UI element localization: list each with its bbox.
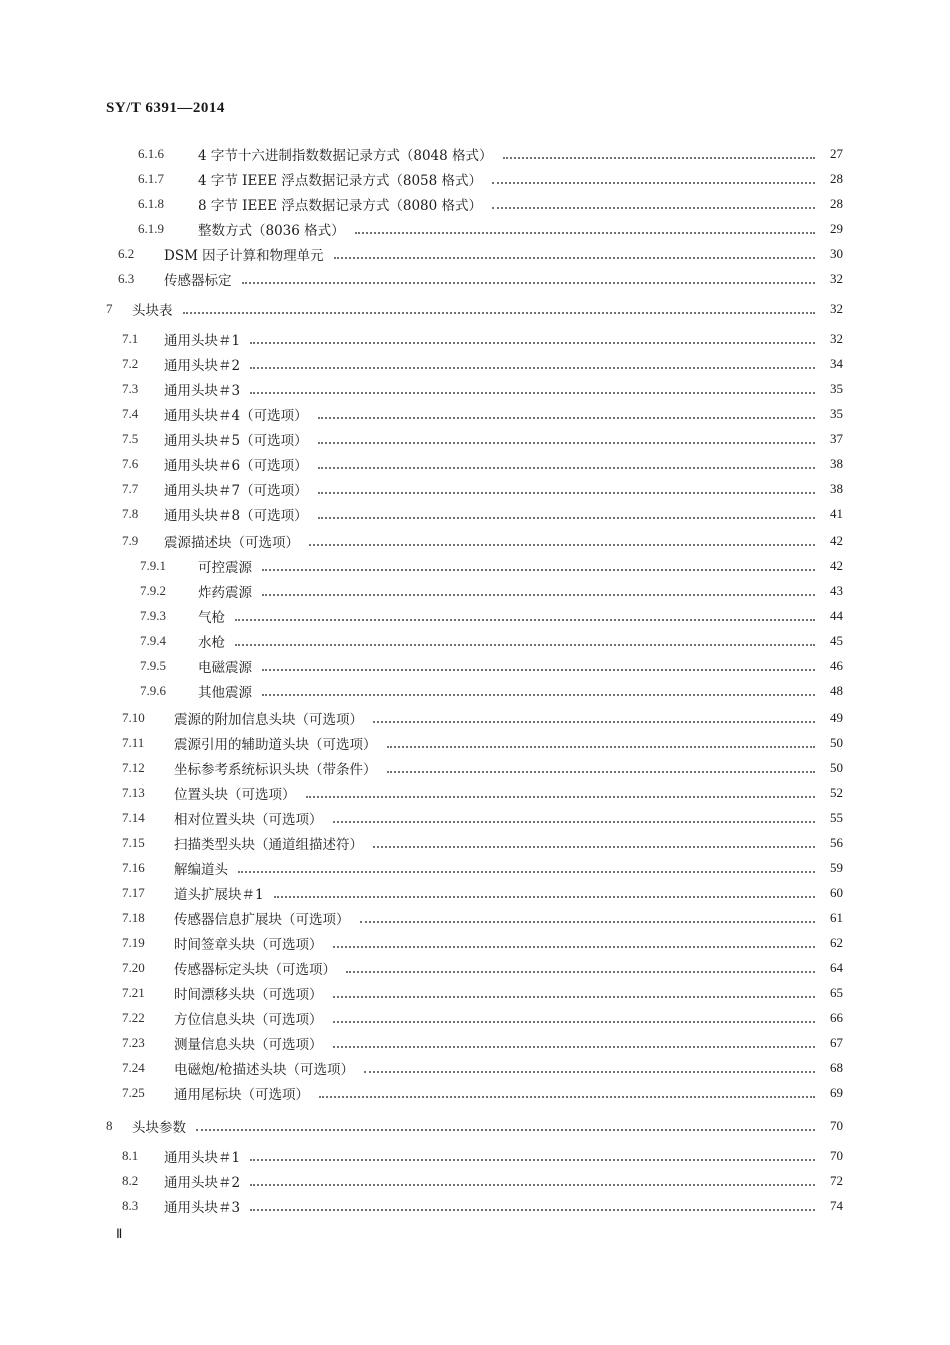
toc-entry[interactable] — [122, 1007, 843, 1029]
toc-entry[interactable] — [118, 243, 843, 265]
toc-entry-page: 43 — [830, 583, 843, 598]
toc-entry-number: 7.16 — [122, 860, 145, 875]
dot-leader — [274, 895, 815, 898]
toc-entry-title: 通用头块＃8（可选项） — [164, 508, 308, 524]
toc-entry-page: 48 — [830, 683, 843, 698]
toc-entry-number: 7.13 — [122, 785, 145, 800]
toc-entry-number: 8 — [106, 1118, 113, 1133]
dot-leader — [333, 820, 816, 823]
toc-entry-number: 7.1 — [122, 331, 139, 346]
toc-entry[interactable] — [122, 832, 843, 854]
toc-entry-page: 32 — [830, 271, 843, 286]
toc-entry[interactable] — [138, 218, 843, 240]
dot-leader — [364, 1070, 815, 1073]
toc-entry[interactable] — [122, 707, 843, 729]
toc-entry-page: 32 — [830, 301, 843, 316]
toc-entry-title: 测量信息头块（可选项） — [174, 1037, 323, 1053]
toc-entry-title: 整数方式（8036 格式） — [198, 223, 345, 239]
toc-entry-number: 7.24 — [122, 1060, 145, 1075]
toc-entry-title: 4 字节 IEEE 浮点数据记录方式（8058 格式） — [198, 173, 483, 189]
toc-entry-page: 69 — [830, 1085, 843, 1100]
dot-leader — [250, 1158, 815, 1161]
toc-entry-title: 头块参数 — [132, 1120, 186, 1136]
toc-entry-title: 其他震源 — [198, 685, 252, 701]
toc-entry-number: 7 — [106, 301, 113, 316]
dot-leader — [250, 1183, 815, 1186]
toc-entry-page: 35 — [830, 381, 843, 396]
dot-leader — [318, 466, 815, 469]
toc-entry[interactable] — [140, 630, 843, 652]
toc-entry-title: 传感器信息扩展块（可选项） — [174, 912, 350, 928]
toc-entry-number: 7.19 — [122, 935, 145, 950]
toc-entry-title: 震源的附加信息头块（可选项） — [174, 712, 363, 728]
toc-entry-title: 通用头块＃3 — [164, 383, 241, 399]
toc-entry-title: 头块表 — [132, 303, 173, 319]
toc-entry-number: 8.2 — [122, 1173, 139, 1188]
dot-leader — [318, 491, 815, 494]
toc-entry-number: 7.12 — [122, 760, 145, 775]
toc-entry-number: 7.20 — [122, 960, 145, 975]
toc-entry[interactable] — [122, 732, 843, 754]
toc-entry-page: 50 — [830, 735, 843, 750]
toc-entry-title: 传感器标定头块（可选项） — [174, 962, 336, 978]
toc-entry-title: 通用头块＃3 — [164, 1200, 241, 1216]
toc-entry-number: 6.3 — [118, 271, 135, 286]
toc-entry-number: 7.9.3 — [140, 608, 166, 623]
toc-entry-number: 6.1.7 — [138, 171, 164, 186]
toc-entry-title: 通用头块＃4（可选项） — [164, 408, 308, 424]
dot-leader — [333, 1020, 816, 1023]
toc-entry-page: 59 — [830, 860, 843, 875]
toc-entry-number: 6.1.6 — [138, 146, 164, 161]
dot-leader — [373, 720, 815, 723]
toc-entry-page: 60 — [830, 885, 843, 900]
toc-entry-title: 通用头块＃5（可选项） — [164, 433, 308, 449]
toc-entry-number: 7.9.4 — [140, 633, 166, 648]
dot-leader — [503, 156, 815, 159]
toc-entry-number: 7.7 — [122, 481, 139, 496]
toc-entry[interactable] — [122, 403, 843, 425]
toc-entry-page: 67 — [830, 1035, 843, 1050]
toc-entry-title: 可控震源 — [198, 560, 252, 576]
toc-entry[interactable] — [122, 530, 843, 552]
toc-entry-number: 8.1 — [122, 1148, 139, 1163]
toc-entry-title: 通用头块＃6（可选项） — [164, 458, 308, 474]
toc-entry-title: 道头扩展块＃1 — [174, 887, 264, 903]
toc-entry-page: 46 — [830, 658, 843, 673]
dot-leader — [333, 995, 816, 998]
dot-leader — [333, 945, 816, 948]
dot-leader — [183, 311, 816, 314]
toc-entry-number: 7.14 — [122, 810, 145, 825]
toc-entry[interactable] — [122, 982, 843, 1004]
toc-entry-number: 7.25 — [122, 1085, 145, 1100]
toc-entry[interactable] — [140, 555, 843, 577]
toc-entry-number: 7.11 — [122, 735, 145, 750]
toc-entry-page: 62 — [830, 935, 843, 950]
toc-entry[interactable] — [122, 882, 843, 904]
toc-entry-title: 时间签章头块（可选项） — [174, 937, 323, 953]
toc-entry-page: 74 — [830, 1198, 843, 1213]
toc-entry-title: 4 字节十六进制指数数据记录方式（8048 格式） — [198, 148, 493, 164]
toc-entry-number: 7.23 — [122, 1035, 145, 1050]
dot-leader — [238, 870, 815, 873]
toc-entry[interactable] — [122, 857, 843, 879]
dot-leader — [250, 341, 815, 344]
toc-entry-number: 6.2 — [118, 246, 135, 261]
toc-entry-page: 38 — [830, 456, 843, 471]
toc-entry-number: 7.18 — [122, 910, 145, 925]
toc-entry-title: 通用头块＃1 — [164, 333, 241, 349]
toc-entry-page: 42 — [830, 558, 843, 573]
toc-entry[interactable] — [122, 353, 843, 375]
document-id: SY/T 6391—2014 — [106, 100, 225, 116]
toc-entry[interactable] — [106, 298, 843, 320]
toc-entry-page: 70 — [830, 1148, 843, 1163]
toc-entry-page: 34 — [830, 356, 843, 371]
toc-entry-number: 7.22 — [122, 1010, 145, 1025]
toc-entry-title: 通用头块＃2 — [164, 1175, 241, 1191]
toc-entry-page: 37 — [830, 431, 843, 446]
dot-leader — [250, 366, 815, 369]
toc-entry-page: 50 — [830, 760, 843, 775]
dot-leader — [250, 1208, 815, 1211]
toc-entry-number: 7.6 — [122, 456, 139, 471]
toc-entry-page: 28 — [830, 171, 843, 186]
dot-leader — [318, 416, 815, 419]
toc-entry-title: 炸药震源 — [198, 585, 252, 601]
toc-entry[interactable] — [122, 428, 843, 450]
toc-entry[interactable] — [138, 193, 843, 215]
toc-entry-title: 传感器标定 — [164, 273, 232, 289]
toc-entry[interactable] — [122, 378, 843, 400]
toc-entry-page: 68 — [830, 1060, 843, 1075]
toc-entry[interactable] — [122, 807, 843, 829]
toc-entry-page: 66 — [830, 1010, 843, 1025]
toc-entry-number: 7.3 — [122, 381, 139, 396]
dot-leader — [346, 970, 815, 973]
toc-entry[interactable] — [140, 680, 843, 702]
toc-entry[interactable] — [122, 1195, 843, 1217]
toc-entry-number: 7.21 — [122, 985, 145, 1000]
toc-entry-title: 通用头块＃1 — [164, 1150, 241, 1166]
toc-entry-number: 7.9.5 — [140, 658, 166, 673]
dot-leader — [318, 516, 815, 519]
toc-entry[interactable] — [140, 605, 843, 627]
toc-entry-page: 65 — [830, 985, 843, 1000]
toc-entry[interactable] — [138, 143, 843, 165]
toc-entry-number: 6.1.9 — [138, 221, 164, 236]
toc-entry-title: 电磁震源 — [198, 660, 252, 676]
dot-leader — [333, 1045, 816, 1048]
toc-entry-number: 7.15 — [122, 835, 145, 850]
toc-entry[interactable] — [118, 268, 843, 290]
toc-entry[interactable] — [122, 503, 843, 525]
toc-entry-page: 45 — [830, 633, 843, 648]
toc-entry-number: 7.4 — [122, 406, 139, 421]
dot-leader — [319, 1095, 815, 1098]
toc-entry-page: 52 — [830, 785, 843, 800]
toc-entry-title: 气枪 — [198, 610, 225, 626]
toc-entry-page: 29 — [830, 221, 843, 236]
toc-entry[interactable] — [122, 328, 843, 350]
toc-entry-number: 7.17 — [122, 885, 145, 900]
dot-leader — [334, 256, 815, 259]
toc-entry[interactable] — [122, 453, 843, 475]
toc-entry[interactable] — [122, 757, 843, 779]
toc-entry-page: 64 — [830, 960, 843, 975]
toc-entry[interactable] — [122, 782, 843, 804]
toc-entry-page: 38 — [830, 481, 843, 496]
dot-leader — [318, 441, 815, 444]
dot-leader — [373, 845, 815, 848]
toc-entry[interactable] — [140, 580, 843, 602]
dot-leader — [242, 281, 816, 284]
dot-leader — [387, 745, 816, 748]
toc-entry-number: 7.9.6 — [140, 683, 166, 698]
toc-entry-number: 7.8 — [122, 506, 139, 521]
toc-entry[interactable] — [122, 1170, 843, 1192]
toc-entry-page: 56 — [830, 835, 843, 850]
dot-leader — [262, 568, 815, 571]
toc-entry-title: 电磁炮/枪描述头块（可选项） — [174, 1062, 355, 1078]
dot-leader — [306, 795, 816, 798]
toc-entry-page: 61 — [830, 910, 843, 925]
toc-entry-page: 55 — [830, 810, 843, 825]
toc-entry-page: 42 — [830, 533, 843, 548]
toc-entry[interactable] — [122, 1057, 843, 1079]
toc-entry-page: 70 — [830, 1118, 843, 1133]
toc-entry[interactable] — [122, 478, 843, 500]
dot-leader — [262, 593, 815, 596]
toc-entry[interactable] — [122, 1032, 843, 1054]
toc-entry[interactable] — [106, 1115, 843, 1137]
toc-entry-title: 相对位置头块（可选项） — [174, 812, 323, 828]
dot-leader — [235, 618, 815, 621]
toc-entry-title: 通用头块＃2 — [164, 358, 241, 374]
toc-entry-number: 7.9.1 — [140, 558, 166, 573]
dot-leader — [235, 643, 815, 646]
toc-entry-number: 8.3 — [122, 1198, 139, 1213]
toc-entry-page: 32 — [830, 331, 843, 346]
toc-entry-number: 6.1.8 — [138, 196, 164, 211]
toc-entry-title: 位置头块（可选项） — [174, 787, 296, 803]
toc-entry[interactable] — [122, 1082, 843, 1104]
toc-entry-title: 方位信息头块（可选项） — [174, 1012, 323, 1028]
dot-leader — [360, 920, 816, 923]
dot-leader — [309, 543, 815, 546]
toc-entry-number: 7.10 — [122, 710, 145, 725]
toc-entry-page: 27 — [830, 146, 843, 161]
toc-entry[interactable] — [122, 957, 843, 979]
toc-entry-number: 7.2 — [122, 356, 139, 371]
toc-entry-page: 44 — [830, 608, 843, 623]
toc-entry-page: 35 — [830, 406, 843, 421]
toc-entry-page: 30 — [830, 246, 843, 261]
toc-entry-title: 震源描述块（可选项） — [164, 535, 299, 551]
toc-entry-page: 72 — [830, 1173, 843, 1188]
dot-leader — [196, 1128, 815, 1131]
toc-entry-number: 7.5 — [122, 431, 139, 446]
toc-entry-title: 时间漂移头块（可选项） — [174, 987, 323, 1003]
toc-entry-page: 41 — [830, 506, 843, 521]
toc-entry-number: 7.9.2 — [140, 583, 166, 598]
dot-leader — [250, 391, 815, 394]
toc-entry-title: 水枪 — [198, 635, 225, 651]
dot-leader — [492, 206, 815, 209]
page-number: Ⅱ — [116, 1226, 123, 1241]
toc-entry-title: DSM 因子计算和物理单元 — [164, 248, 324, 264]
toc-entry[interactable] — [138, 168, 843, 190]
toc-entry-title: 解编道头 — [174, 862, 228, 878]
toc-entry[interactable] — [122, 932, 843, 954]
dot-leader — [355, 231, 815, 234]
toc-entry-title: 震源引用的辅助道头块（可选项） — [174, 737, 377, 753]
toc-entry-title: 8 字节 IEEE 浮点数据记录方式（8080 格式） — [198, 198, 483, 214]
dot-leader — [262, 668, 815, 671]
toc-entry[interactable] — [140, 655, 843, 677]
toc-entry[interactable] — [122, 1145, 843, 1167]
dot-leader — [262, 693, 815, 696]
toc-entry-page: 49 — [830, 710, 843, 725]
dot-leader — [492, 181, 815, 184]
toc-entry-title: 通用尾标块（可选项） — [174, 1087, 309, 1103]
dot-leader — [387, 770, 816, 773]
toc-entry-title: 扫描类型头块（通道组描述符） — [174, 837, 363, 853]
toc-entry[interactable] — [122, 907, 843, 929]
toc-entry-title: 坐标参考系统标识头块（带条件） — [174, 762, 377, 778]
toc-entry-number: 7.9 — [122, 533, 139, 548]
toc-entry-title: 通用头块＃7（可选项） — [164, 483, 308, 499]
toc-entry-page: 28 — [830, 196, 843, 211]
